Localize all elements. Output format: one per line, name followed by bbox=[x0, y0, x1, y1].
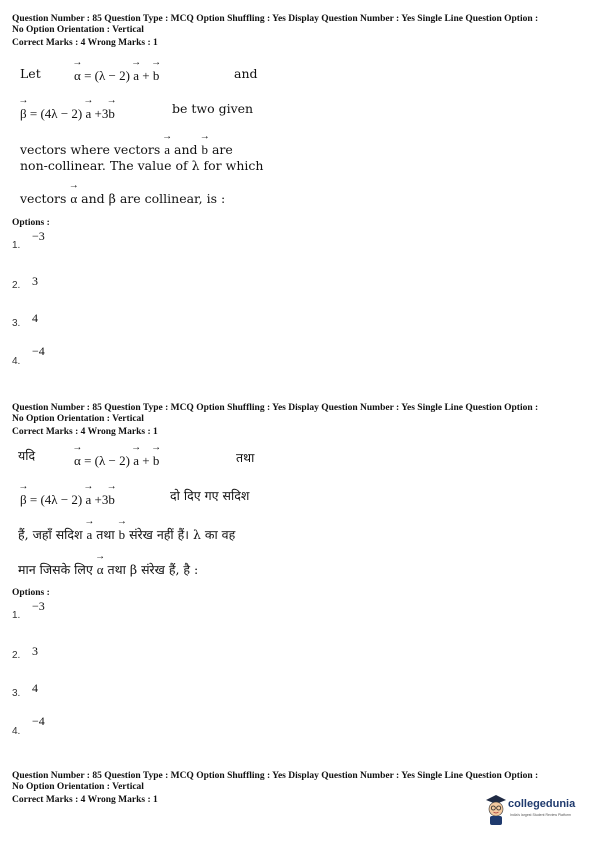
en-line-5 bbox=[20, 191, 225, 207]
header-line-2: No Option Orientation : Vertical bbox=[12, 781, 144, 792]
option-4-number: 4. bbox=[12, 726, 21, 737]
alpha-symbol: → α bbox=[70, 191, 77, 207]
plus-text: + bbox=[138, 68, 153, 83]
vector-a: → a bbox=[86, 106, 92, 122]
hi-line3-part-c: संरेख नहीं हैं। λ का वह bbox=[125, 527, 236, 542]
logo-tagline: India's largest Student Review Platform bbox=[510, 813, 571, 817]
option-1-number: 1. bbox=[12, 610, 21, 621]
beta-symbol: → β bbox=[20, 492, 27, 508]
header-line-3: Correct Marks : 4 Wrong Marks : 1 bbox=[12, 38, 158, 48]
option-3-number: 3. bbox=[12, 688, 21, 699]
hi-yadi: यदि bbox=[18, 448, 36, 463]
hi-line4-part-b: तथा β संरेख हैं, है : bbox=[103, 562, 199, 577]
option-2-number: 2. bbox=[12, 650, 21, 661]
beta-symbol: → β bbox=[20, 106, 27, 122]
hi-alpha-equation bbox=[74, 453, 159, 469]
option-2-number: 2. bbox=[12, 280, 21, 291]
hi-beta-equation bbox=[20, 492, 115, 508]
eq1-text: = (λ − 2) bbox=[80, 453, 134, 468]
en-line3-part-c: are bbox=[207, 142, 233, 157]
vector-a: → a bbox=[133, 453, 139, 469]
header-line-2: No Option Orientation : Vertical bbox=[12, 413, 144, 424]
vector-b: → b bbox=[153, 453, 160, 469]
hi-line3-part-b: तथा bbox=[92, 527, 119, 542]
plus-text: + bbox=[138, 453, 153, 468]
question-header-hindi bbox=[12, 403, 587, 438]
en-and: and bbox=[234, 66, 258, 81]
hi-line-4 bbox=[18, 561, 198, 578]
header-line-3: Correct Marks : 4 Wrong Marks : 1 bbox=[12, 795, 158, 805]
en-be-two-given: be two given bbox=[172, 101, 254, 116]
hi-line-3 bbox=[18, 526, 235, 543]
question-header-english bbox=[12, 14, 587, 49]
en-line3-part-b: and bbox=[170, 142, 202, 157]
option-3-number: 3. bbox=[12, 318, 21, 329]
vector-b: → b bbox=[153, 68, 160, 84]
option-1-number: 1. bbox=[12, 240, 21, 251]
plus3-text: +3 bbox=[91, 492, 109, 507]
hi-do-diye: दो दिए गए सदिश bbox=[170, 488, 250, 503]
eq2-text: = (4λ − 2) bbox=[26, 492, 86, 507]
eq2-text: = (4λ − 2) bbox=[26, 106, 86, 121]
en-alpha-equation bbox=[74, 68, 159, 84]
vector-a: → a bbox=[86, 492, 92, 508]
options-label: Options : bbox=[12, 218, 50, 228]
alpha-symbol: → α bbox=[74, 453, 81, 469]
alpha-symbol: → α bbox=[97, 562, 104, 578]
header-line-1: Question Number : 85 Question Type : MCQ Option Shuffling : Yes Display Question Number : Yes Single Line Question Option : bbox=[12, 771, 539, 781]
hi-line3-part-a: हैं, जहाँ सदिश bbox=[18, 527, 87, 542]
option-4-number: 4. bbox=[12, 356, 21, 367]
hi-tatha: तथा bbox=[236, 450, 255, 465]
option-2-value[interactable]: 3 bbox=[32, 644, 38, 658]
options-label: Options : bbox=[12, 588, 50, 598]
eq1-text: = (λ − 2) bbox=[80, 68, 134, 83]
en-line-4: non-collinear. The value of λ for which bbox=[20, 158, 264, 173]
en-line5-part-b: and β are collinear, is : bbox=[77, 191, 226, 206]
vector-a: → a bbox=[87, 527, 93, 543]
en-let: Let bbox=[20, 66, 41, 81]
mascot-icon bbox=[484, 792, 508, 826]
en-beta-equation bbox=[20, 106, 115, 122]
en-line3-part-a: vectors where vectors bbox=[20, 142, 165, 157]
option-4-value[interactable]: −4 bbox=[32, 714, 45, 728]
alpha-symbol: → α bbox=[74, 68, 81, 84]
vector-a: → a bbox=[164, 142, 170, 158]
option-1-value[interactable]: −3 bbox=[32, 229, 45, 243]
en-line-3 bbox=[20, 142, 233, 158]
option-1-value[interactable]: −3 bbox=[32, 599, 45, 613]
logo-wordmark: collegedunia bbox=[508, 798, 576, 810]
option-3-value[interactable]: 4 bbox=[32, 311, 38, 325]
option-4-value[interactable]: −4 bbox=[32, 344, 45, 358]
vector-b: → b bbox=[108, 492, 115, 508]
header-line-3: Correct Marks : 4 Wrong Marks : 1 bbox=[12, 427, 158, 437]
en-line5-part-a: vectors bbox=[20, 191, 71, 206]
plus3-text: +3 bbox=[91, 106, 109, 121]
header-line-1: Question Number : 85 Question Type : MCQ Option Shuffling : Yes Display Question Number : Yes Single Line Question Option : bbox=[12, 403, 539, 413]
option-2-value[interactable]: 3 bbox=[32, 274, 38, 288]
vector-b: → b bbox=[108, 106, 115, 122]
option-3-value[interactable]: 4 bbox=[32, 681, 38, 695]
header-line-1: Question Number : 85 Question Type : MCQ Option Shuffling : Yes Display Question Number : Yes Single Line Question Option : bbox=[12, 14, 539, 24]
vector-b: → b bbox=[201, 142, 208, 158]
collegedunia-logo bbox=[484, 792, 584, 828]
vector-b: → b bbox=[119, 527, 126, 543]
header-line-2: No Option Orientation : Vertical bbox=[12, 24, 144, 35]
vector-a: → a bbox=[133, 68, 139, 84]
hi-line4-part-a: मान जिसके लिए bbox=[18, 562, 97, 577]
